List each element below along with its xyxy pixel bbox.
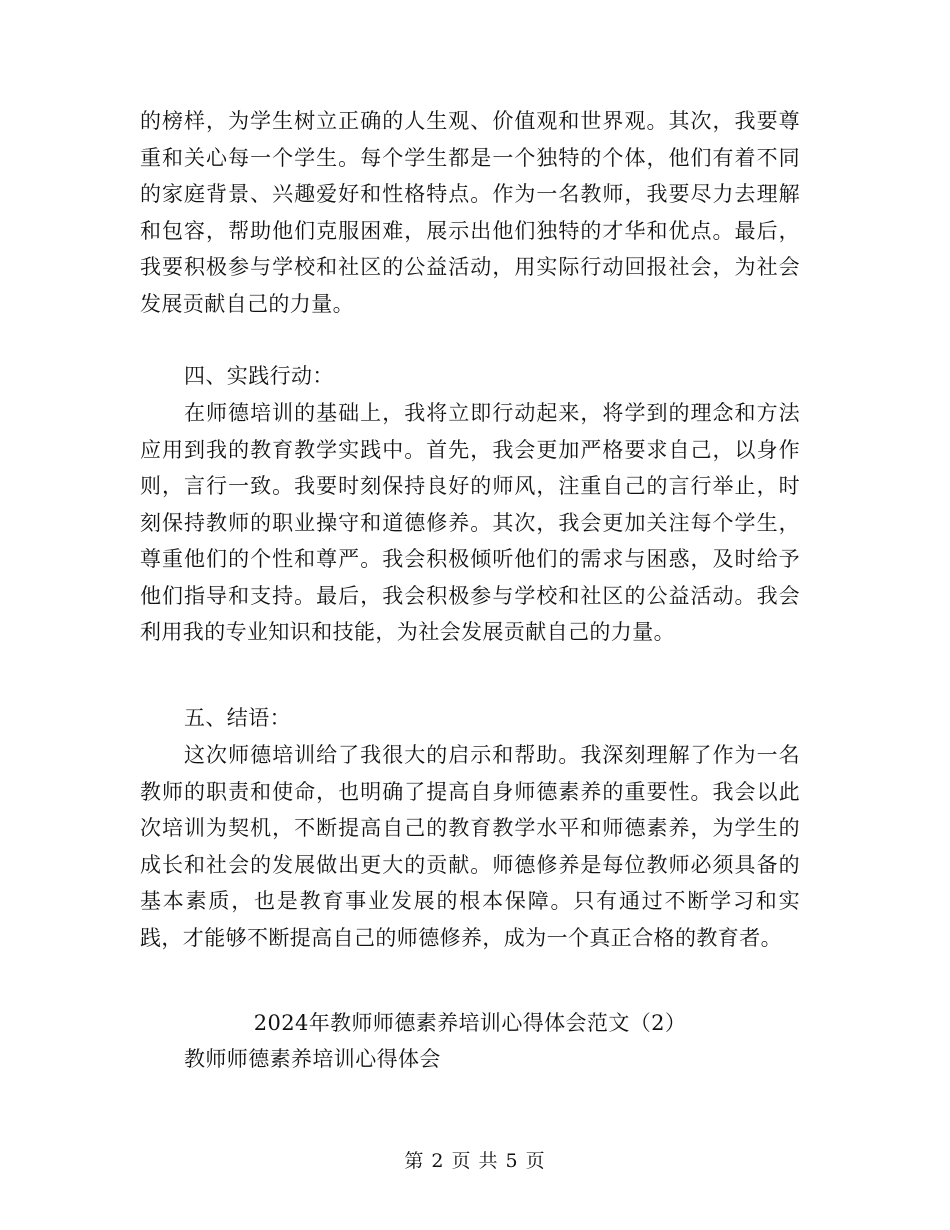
body-text-block-middle xyxy=(140,395,800,651)
section-heading-block xyxy=(140,700,800,737)
section-heading-practice: 四、实践行动： xyxy=(184,364,334,388)
paragraph-continued: 的榜样，为学生树立正确的人生观、价值观和世界观。其次，我要尊重和关心每一个学生。每个学生都是一个独特的个体，他们有着不同的家庭背景、兴趣爱好和性格特点。作为一名教师，我要尽力去理解和包容，帮助他们克服困难，展示出他们独特的才华和优点。最后，我要积极参与学校和社区的公益活动，用实际行动回报社会，为社会发展贡献自己的力量。 xyxy=(140,109,800,316)
section-heading-conclusion: 五、结语： xyxy=(184,706,291,730)
section-heading-block xyxy=(140,358,800,395)
section-title: 2024年教师师德素养培训心得体会范文（2） xyxy=(253,1011,687,1035)
paragraph-practice: 在师德培训的基础上，我将立即行动起来，将学到的理念和方法应用到我的教育教学实践中。首先，我会更加严格要求自己，以身作则，言行一致。我要时刻保持良好的师风，注重自己的言行举止，时刻保持教师的职业操守和道德修养。其次，我会更加关注每个学生，尊重他们的个性和尊严。我会积极倾听他们的需求与困惑，及时给予他们指导和支持。最后，我会积极参与学校和社区的公益活动。我会利用我的专业知识和技能，为社会发展贡献自己的力量。 xyxy=(140,401,800,644)
page-number-footer: 第 2 页 共 5 页 xyxy=(404,1150,546,1172)
body-text-block-end xyxy=(140,737,800,956)
body-text-block-top xyxy=(140,103,800,322)
paragraph-conclusion: 这次师德培训给了我很大的启示和帮助。我深刻理解了作为一名教师的职责和使命，也明确了提高自身师德素养的重要性。我会以此次培训为契机，不断提高自己的教育教学水平和师德素养，为学生的成长和社会的发展做出更大的贡献。师德修养是每位教师必须具备的基本素质，也是教育事业发展的根本保障。只有通过不断学习和实践，才能够不断提高自己的师德修养，成为一个真正合格的教育者。 xyxy=(140,743,800,950)
section-subtitle: 教师师德素养培训心得体会 xyxy=(184,1047,441,1071)
